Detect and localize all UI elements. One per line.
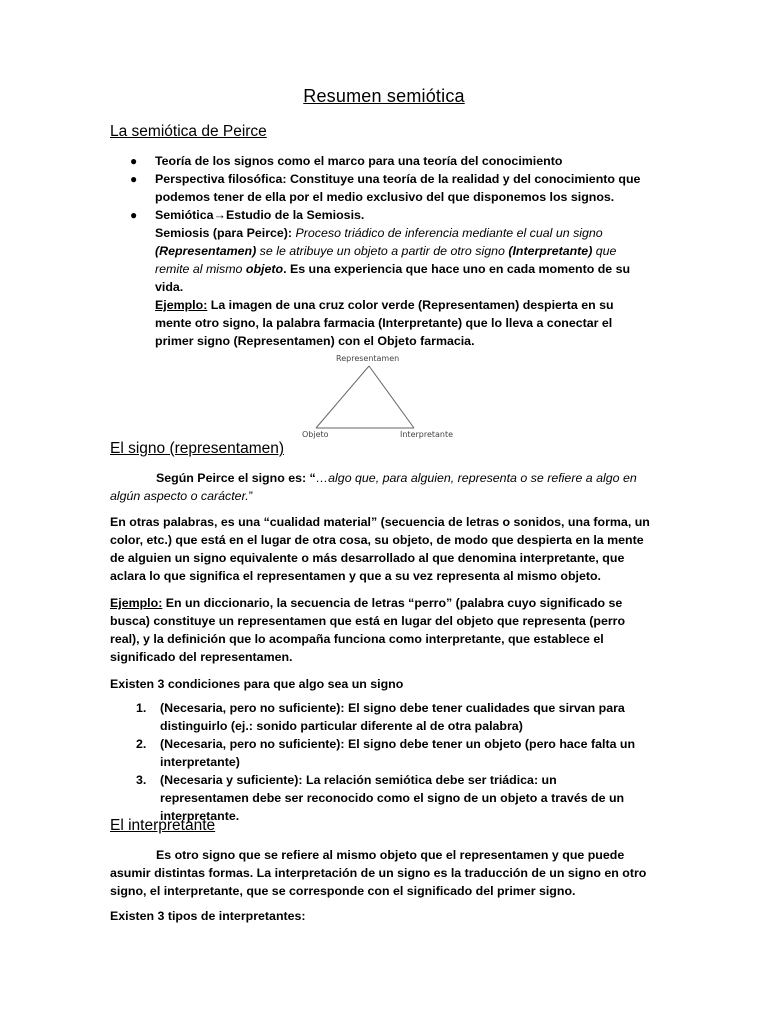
- diagram-label-objeto: Objeto: [302, 430, 329, 439]
- diagram-label-interpretante: Interpretante: [400, 430, 454, 439]
- list-item: 3. (Necesaria y suficiente): La relación semiótica debe ser triádica: un representamen debe ser reconocido como el signo de un objeto a través de un interpretante.: [136, 773, 625, 823]
- ejemplo-paragraph: Ejemplo: La imagen de una cruz color verde (Representamen) despierta en su mente otro signo, la palabra farmacia (Interpretante) que lo lleva a conectar el primer signo (Representamen) con el Objeto farmacia.: [155, 298, 614, 348]
- list-item: 2. (Necesaria, pero no suficiente): El signo debe tener un objeto (pero hace falta un interpretante): [136, 737, 636, 769]
- paragraph-ejemplo-perro: Ejemplo: En un diccionario, la secuencia de letras “perro” (palabra cuyo significado se busca) constituye un representamen que está en lugar del objeto que representa (perro real), y la definición que lo acompaña funciona como interpretante, que establece el significado del representamen.: [110, 596, 626, 664]
- section-heading-peirce: La semiótica de Peirce: [110, 123, 267, 140]
- arrow-icon: →: [213, 208, 226, 222]
- bullet-text: Perspectiva filosófica: Constituye una teoría de la realidad y del conocimiento que podemos tener de ella por el medio exclusivo del que disponemos los signos.: [155, 172, 641, 204]
- list-item: [130, 152, 650, 170]
- conditions-intro: Existen 3 condiciones para que algo sea un signo: [110, 677, 404, 691]
- paragraph-otras-palabras: En otras palabras, es una “cualidad material” (secuencia de letras o sonidos, una forma, un color, etc.) que está en el lugar de otra cosa, su objeto, de modo que despierta en la mente de alguien un signo equivalente o más desarrollado al que denomina interpretante, que aclara lo que significa el representamen y que a su vez representa al mismo objeto.: [110, 515, 650, 583]
- list-item: [130, 206, 650, 350]
- bullet-text: Semiótica→Estudio de la Semiosis.: [155, 208, 365, 222]
- semiosis-definition: Semiosis (para Peirce): Proceso triádico de inferencia mediante el cual un signo (Representamen) se le atribuye un objeto a partir de otro signo (Interpretante) que remite al mismo objeto. Es una experiencia que hace uno en cada momento de su vida.: [155, 226, 631, 294]
- triangle-edge-right: [369, 366, 414, 428]
- types-intro: Existen 3 tipos de interpretantes:: [110, 909, 306, 923]
- bullet-icon: ●: [130, 172, 138, 186]
- bullet-icon: ●: [130, 208, 138, 222]
- section-heading-signo: El signo (representamen): [110, 440, 285, 457]
- conditions-list: [136, 699, 646, 825]
- list-item: 1. (Necesaria, pero no suficiente): El signo debe tener cualidades que sirvan para distinguirlo (ej.: sonido particular diferente al de otra palabra): [136, 701, 625, 733]
- quote-paragraph: Según Peirce el signo es: “…algo que, para alguien, representa o se refiere a algo en algún aspecto o carácter.”: [110, 471, 637, 503]
- triangle-edge-left: [316, 366, 369, 428]
- bullet-text: Teoría de los signos como el marco para una teoría del conocimiento: [155, 154, 563, 168]
- bullet-icon: ●: [130, 154, 138, 168]
- triangle-figure: [296, 352, 458, 444]
- list-item: [130, 170, 650, 206]
- bullet-list: [130, 152, 650, 350]
- triad-diagram: [296, 352, 458, 444]
- diagram-label-representamen: Representamen: [336, 354, 400, 363]
- paragraph-interpretante: Es otro signo que se refiere al mismo objeto que el representamen y que puede asumir distintas formas. La interpretación de un signo es la traducción de un signo en otro signo, el interpretante, que se corresponde con el significado del primer signo.: [110, 848, 647, 898]
- page-title: Resumen semiótica: [303, 86, 465, 106]
- section-heading-interpretante: El interpretante: [110, 817, 216, 834]
